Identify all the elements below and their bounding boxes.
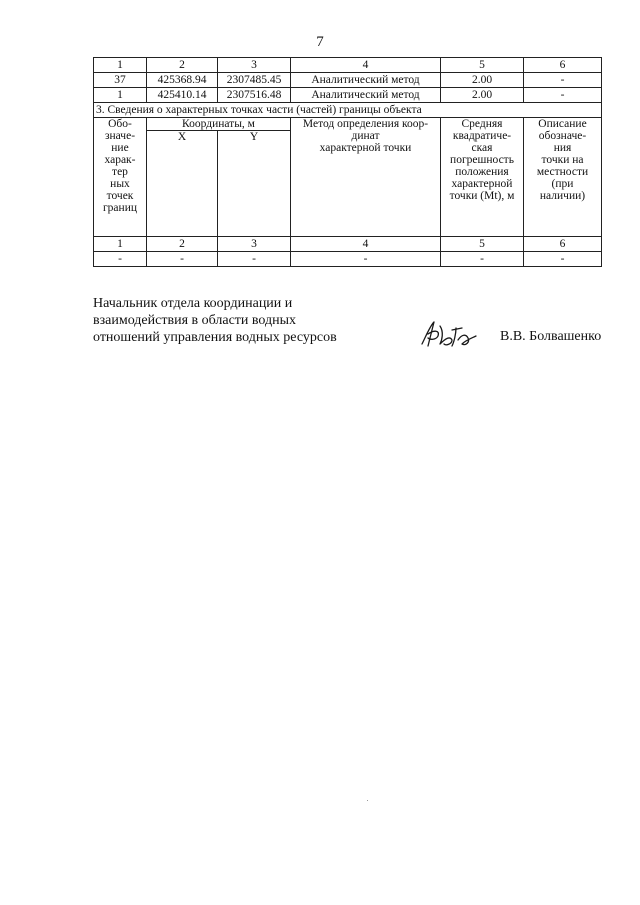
page-number: 7: [316, 34, 324, 50]
col-number: 2: [147, 237, 218, 252]
col-number: 1: [94, 237, 147, 252]
header-x: X: [147, 131, 218, 237]
table-row: [94, 73, 602, 88]
col-number: 6: [524, 237, 602, 252]
col-number: 5: [441, 237, 524, 252]
header-description: Описание обозначе- ния точки на местности (при наличии): [524, 118, 602, 237]
handwritten-signature: [418, 316, 480, 350]
position-line: взаимодействия в области водных: [93, 313, 297, 328]
coord-y: 2307485.45: [218, 73, 291, 88]
col-number: 3: [218, 58, 291, 73]
header-point-designation: Обо- значе- ние харак- тер ных точек границ: [94, 118, 147, 237]
description: -: [524, 73, 602, 88]
method: -: [291, 252, 441, 267]
col-number: 1: [94, 58, 147, 73]
col-number: 3: [218, 237, 291, 252]
coord-x: 425368.94: [147, 73, 218, 88]
table-number-row: [94, 58, 602, 73]
description: -: [524, 88, 602, 103]
coord-x: -: [147, 252, 218, 267]
coordinates-table: [93, 57, 602, 267]
signatory-name: В.В. Болвашенко: [500, 329, 602, 344]
col-number: 6: [524, 58, 602, 73]
position-line: Начальник отдела координации и: [93, 296, 293, 311]
header-method: Метод определения коор- динат характерной точки: [291, 118, 441, 237]
header-row: [94, 118, 602, 131]
col-number: 5: [441, 58, 524, 73]
point-id: 37: [94, 73, 147, 88]
signatory-position: [93, 295, 337, 346]
table-row: [94, 252, 602, 267]
header-y: Y: [218, 131, 291, 237]
section-title-row: [94, 103, 602, 118]
table-number-row: [94, 237, 602, 252]
position-line: отношений управления водных ресурсов: [93, 330, 337, 345]
col-number: 2: [147, 58, 218, 73]
point-id: -: [94, 252, 147, 267]
error: 2.00: [441, 88, 524, 103]
header-coordinates: Координаты, м: [147, 118, 291, 131]
description: -: [524, 252, 602, 267]
coord-y: -: [218, 252, 291, 267]
error: -: [441, 252, 524, 267]
col-number: 4: [291, 237, 441, 252]
section-title: 3. Сведения о характерных точках части (частей) границы объекта: [94, 103, 602, 118]
error: 2.00: [441, 73, 524, 88]
coord-x: 425410.14: [147, 88, 218, 103]
header-error: Средняя квадратиче- ская погрешность положения характерной точки (Mt), м: [441, 118, 524, 237]
method: Аналитический метод: [291, 88, 441, 103]
scan-speck: [367, 800, 368, 801]
method: Аналитический метод: [291, 73, 441, 88]
table-row: [94, 88, 602, 103]
point-id: 1: [94, 88, 147, 103]
coord-y: 2307516.48: [218, 88, 291, 103]
col-number: 4: [291, 58, 441, 73]
